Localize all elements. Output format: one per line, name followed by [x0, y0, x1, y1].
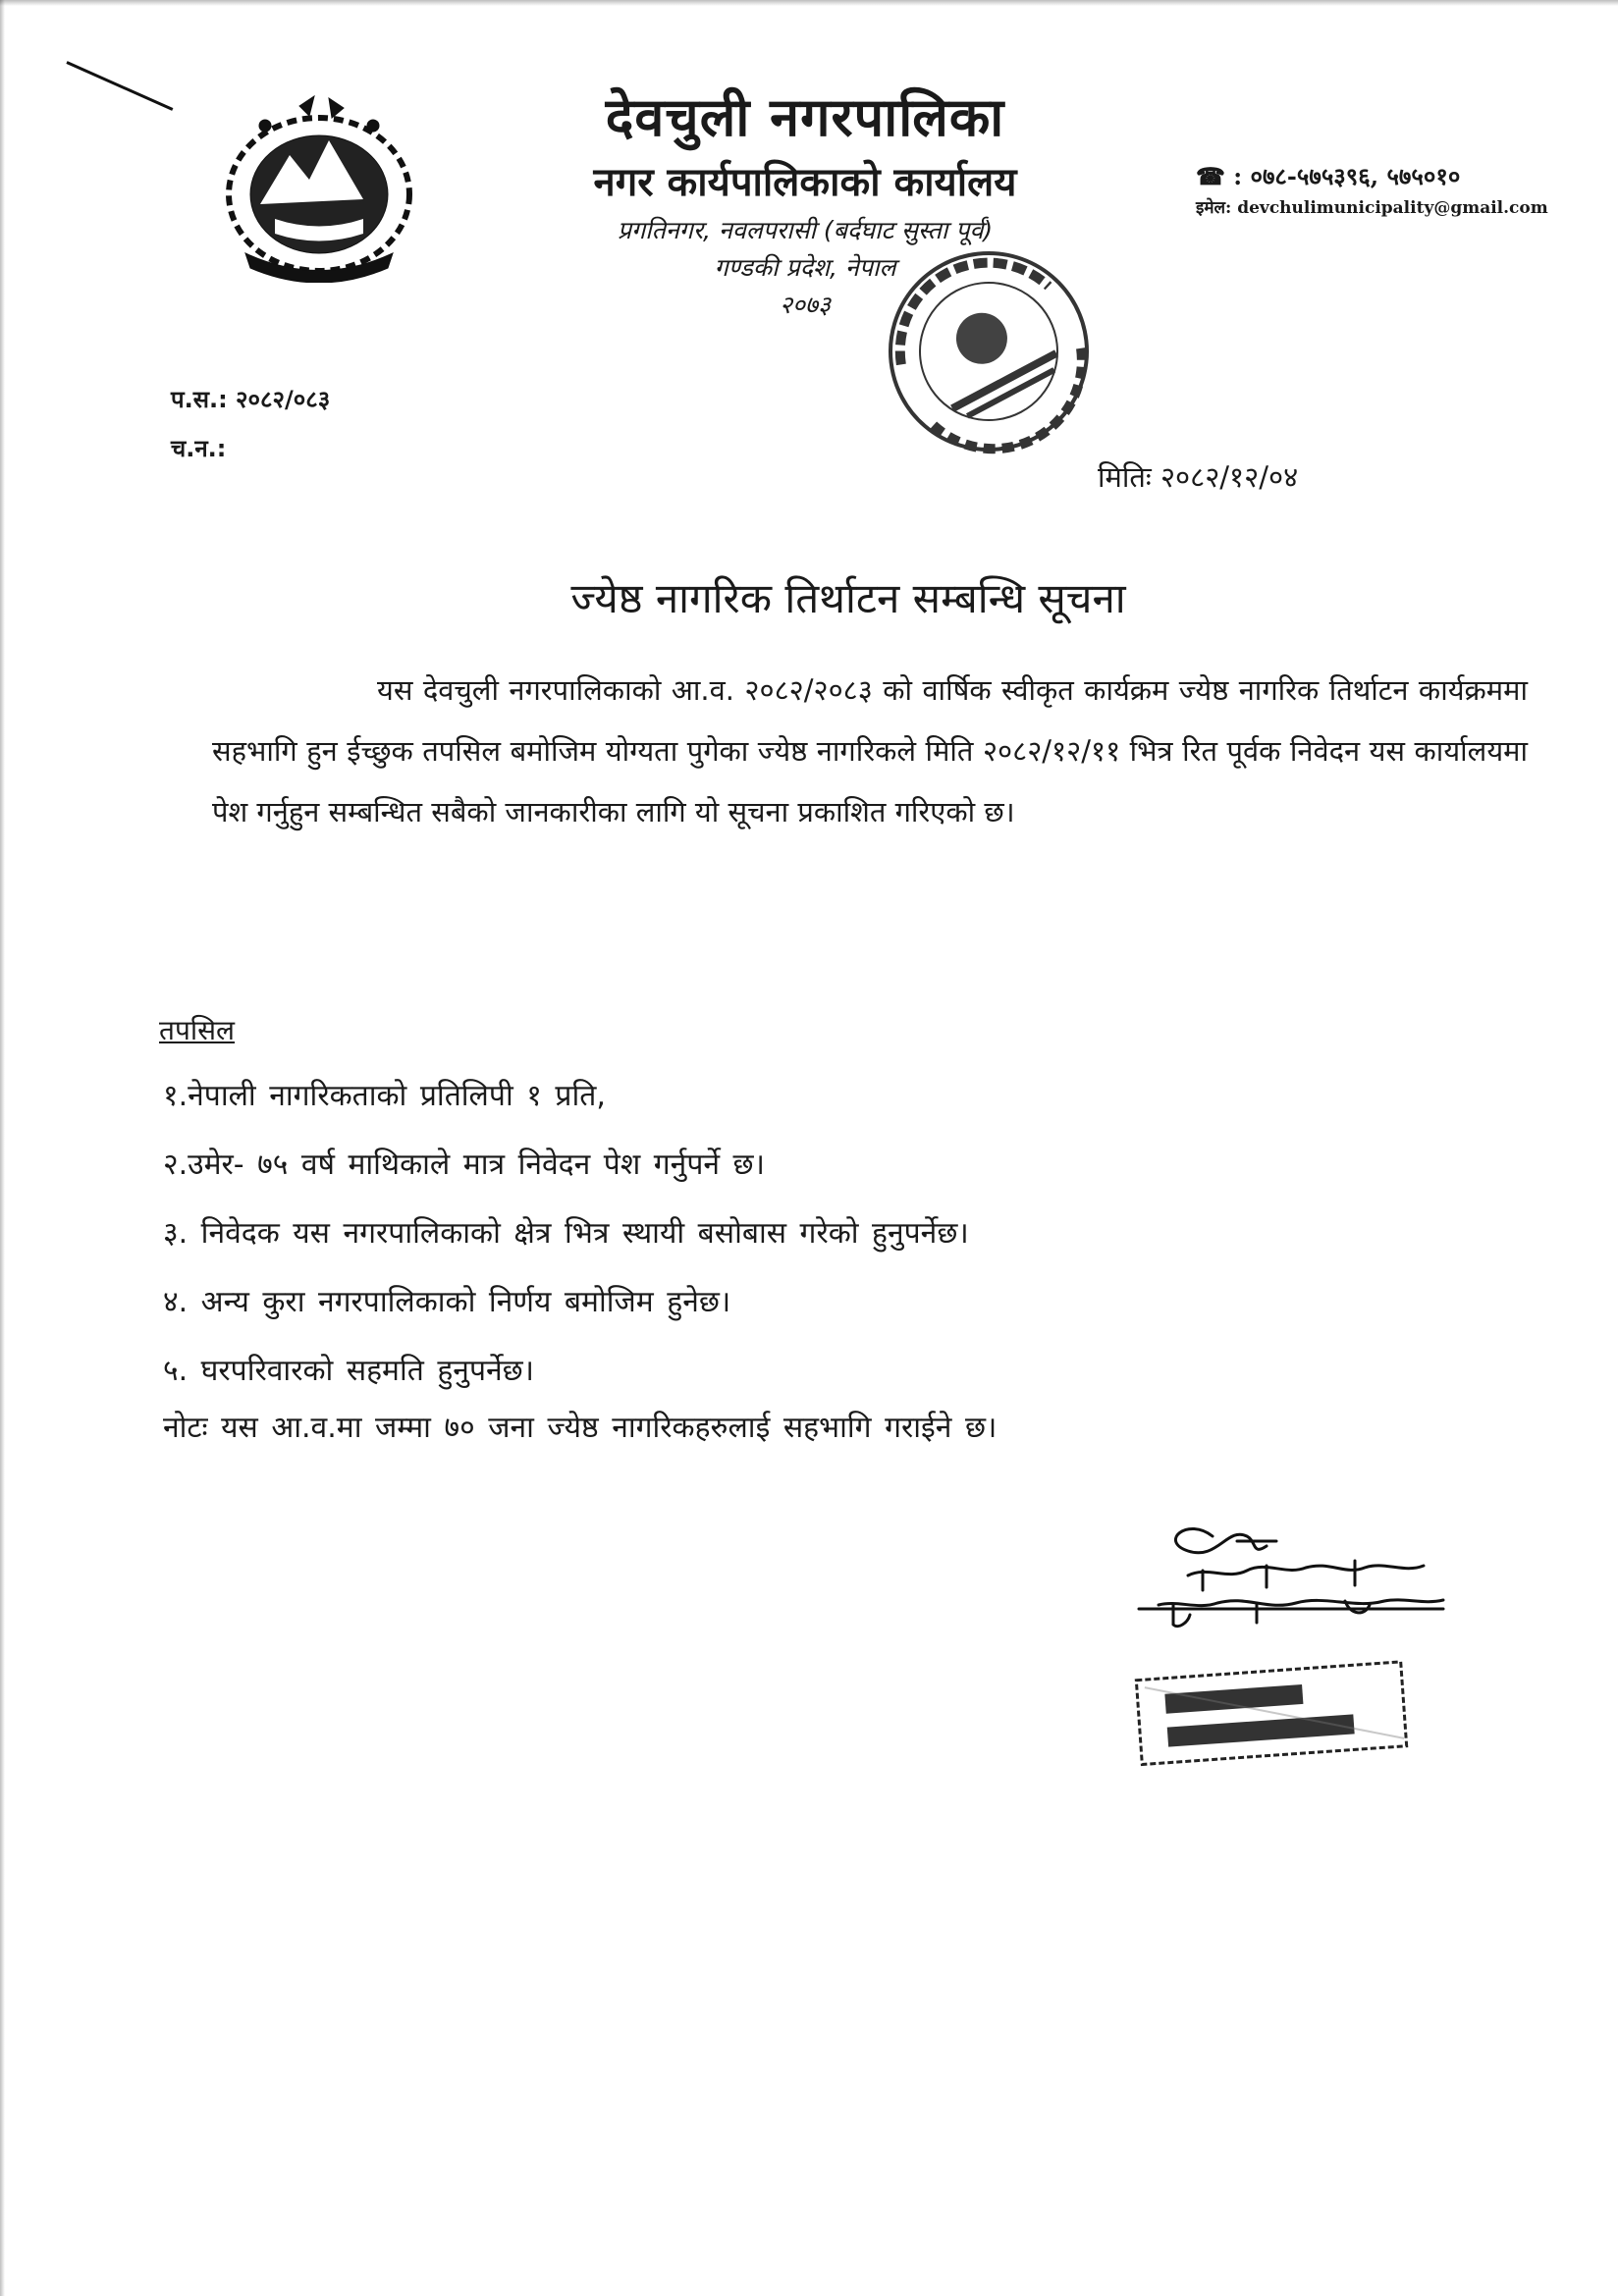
contact-block — [1196, 159, 1548, 222]
office-stamp — [846, 234, 1131, 469]
stray-pen-mark — [66, 61, 173, 111]
condition-item: १.नेपाली नागरिकताको प्रतिलिपी १ प्रति, — [163, 1079, 606, 1113]
condition-item: ५. घरपरिवारको सहमति हुनुपर्नेछ। — [163, 1354, 535, 1388]
handwritten-signature — [1119, 1507, 1453, 1644]
scan-top-edge — [0, 0, 1618, 6]
reference-block — [171, 375, 330, 473]
condition-item: २.उमेर- ७५ वर्ष माथिकाले मात्र निवेदन पेश गर्नुपर्ने छ। — [163, 1148, 765, 1182]
province-line: गण्डकी प्रदेश, नेपाल — [714, 253, 896, 282]
notice-date: मितिः २०८२/१२/०४ — [1098, 460, 1299, 494]
email-address: इमेल: devchulimunicipality@gmail.com — [1196, 198, 1548, 218]
conditions-heading: तपसिल — [159, 1014, 236, 1046]
notice-body — [212, 660, 1528, 842]
organization-name: देवचुली नगरपालिका — [605, 86, 1005, 148]
office-address: प्रगतिनगर, नवलपरासी (बर्दघाट सुस्ता पूर्व) — [617, 216, 994, 244]
dispatch-number: च.न.: — [171, 435, 227, 462]
notice-title: ज्येष्ठ नागरिक तिर्थाटन सम्बन्धि सूचना — [570, 574, 1126, 622]
nepal-emblem-icon — [206, 86, 432, 283]
signatory-seal — [1127, 1659, 1422, 1767]
office-name: नगर कार्यपालिकाको कार्यालय — [593, 160, 1017, 205]
conditions-list — [163, 1066, 1518, 1410]
phone-number: ☎ : ०७८-५७५३९६, ५७५०१० — [1196, 162, 1461, 190]
established-year: २०७३ — [779, 291, 831, 319]
notice-note: नोटः यस आ.व.मा जम्मा ७० जना ज्येष्ठ नागरिकहरुलाई सहभागि गराईने छ। — [163, 1411, 998, 1445]
scan-left-edge — [0, 0, 5, 2296]
condition-item: ४. अन्य कुरा नगरपालिकाको निर्णय बमोजिम हुनेछ। — [163, 1285, 731, 1319]
letter-number: प.स.: २०८२/०८३ — [171, 386, 331, 413]
condition-item: ३. निवेदक यस नगरपालिकाको क्षेत्र भित्र स्थायी बसोबास गरेको हुनुपर्नेछ। — [163, 1216, 969, 1251]
notice-body-text: यस देवचुली नगरपालिकाको आ.व. २०८२/२०८३ को वार्षिक स्वीकृत कार्यक्रम ज्येष्ठ नागरिक तिर्थाटन कार्यक्रममा सहभागि हुन ईच्छुक तपसिल बमोजिम योग्यता पुगेका ज्येष्ठ नागरिकले मिति २०८२/१२/११ भित्र रित पूर्वक निवेदन यस कार्यालयमा पेश गर्नुहुन सम्बन्धित सबैको जानकारीका लागि यो सूचना प्रकाशित गरिएको छ। — [212, 673, 1528, 828]
